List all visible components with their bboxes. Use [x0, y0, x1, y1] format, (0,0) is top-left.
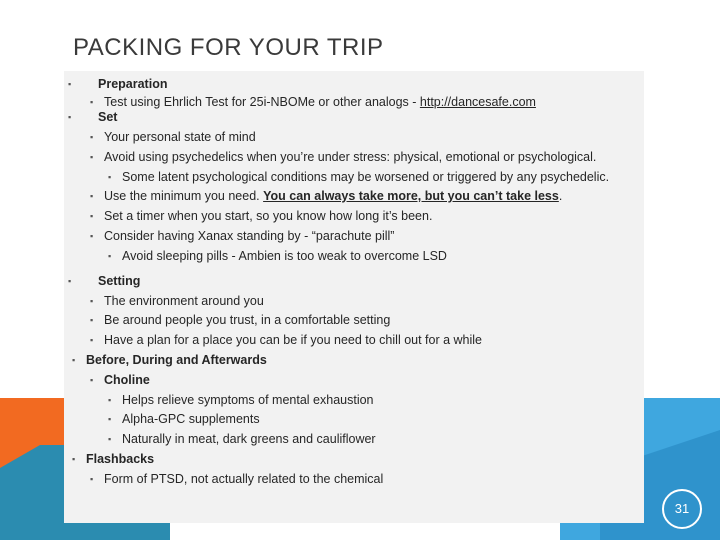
list-item: ▪ Set — [68, 110, 118, 124]
slide-title: PACKING FOR YOUR TRIP — [73, 34, 384, 61]
list-item: ▪ Set a timer when you start, so you know how long it’s been. — [90, 209, 433, 223]
list-item: ▪ Choline — [90, 373, 150, 387]
list-item: ▪ Consider having Xanax standing by - “parachute pill” — [90, 229, 395, 243]
list-item: ▪ Test using Ehrlich Test for 25i-NBOMe or other analogs - http://dancesafe.com — [90, 95, 536, 109]
dancesafe-link[interactable]: http://dancesafe.com — [419, 95, 536, 109]
list-item: ▪ Form of PTSD, not actually related to the chemical — [90, 472, 384, 486]
page-number: 31 — [662, 489, 702, 529]
list-item: ▪ Your personal state of mind — [90, 130, 256, 144]
list-item: ▪ Helps relieve symptoms of mental exhaustion — [108, 393, 374, 407]
list-item: ▪ The environment around you — [90, 294, 264, 308]
list-item: ▪ Flashbacks — [72, 452, 155, 466]
list-item: ▪ Avoid sleeping pills - Ambien is too weak to overcome LSD — [108, 249, 447, 263]
list-item: ▪ Alpha-GPC supplements — [108, 412, 260, 426]
list-item: ▪ Avoid using psychedelics when you’re under stress: physical, emotional or psychological. — [90, 150, 597, 164]
list-item: ▪ Preparation — [68, 77, 168, 91]
list-item: ▪ Before, During and Afterwards — [72, 353, 267, 367]
list-item: ▪ Setting — [68, 274, 141, 288]
list-item: ▪ Naturally in meat, dark greens and cauliflower — [108, 432, 376, 446]
list-item: ▪ Have a plan for a place you can be if you need to chill out for a while — [90, 333, 483, 347]
list-item: ▪ Use the minimum you need. You can always take more, but you can’t take less. — [90, 189, 563, 203]
list-item: ▪ Some latent psychological conditions may be worsened or triggered by any psychedelic. — [108, 170, 610, 184]
list-item: ▪ Be around people you trust, in a comfortable setting — [90, 313, 391, 327]
